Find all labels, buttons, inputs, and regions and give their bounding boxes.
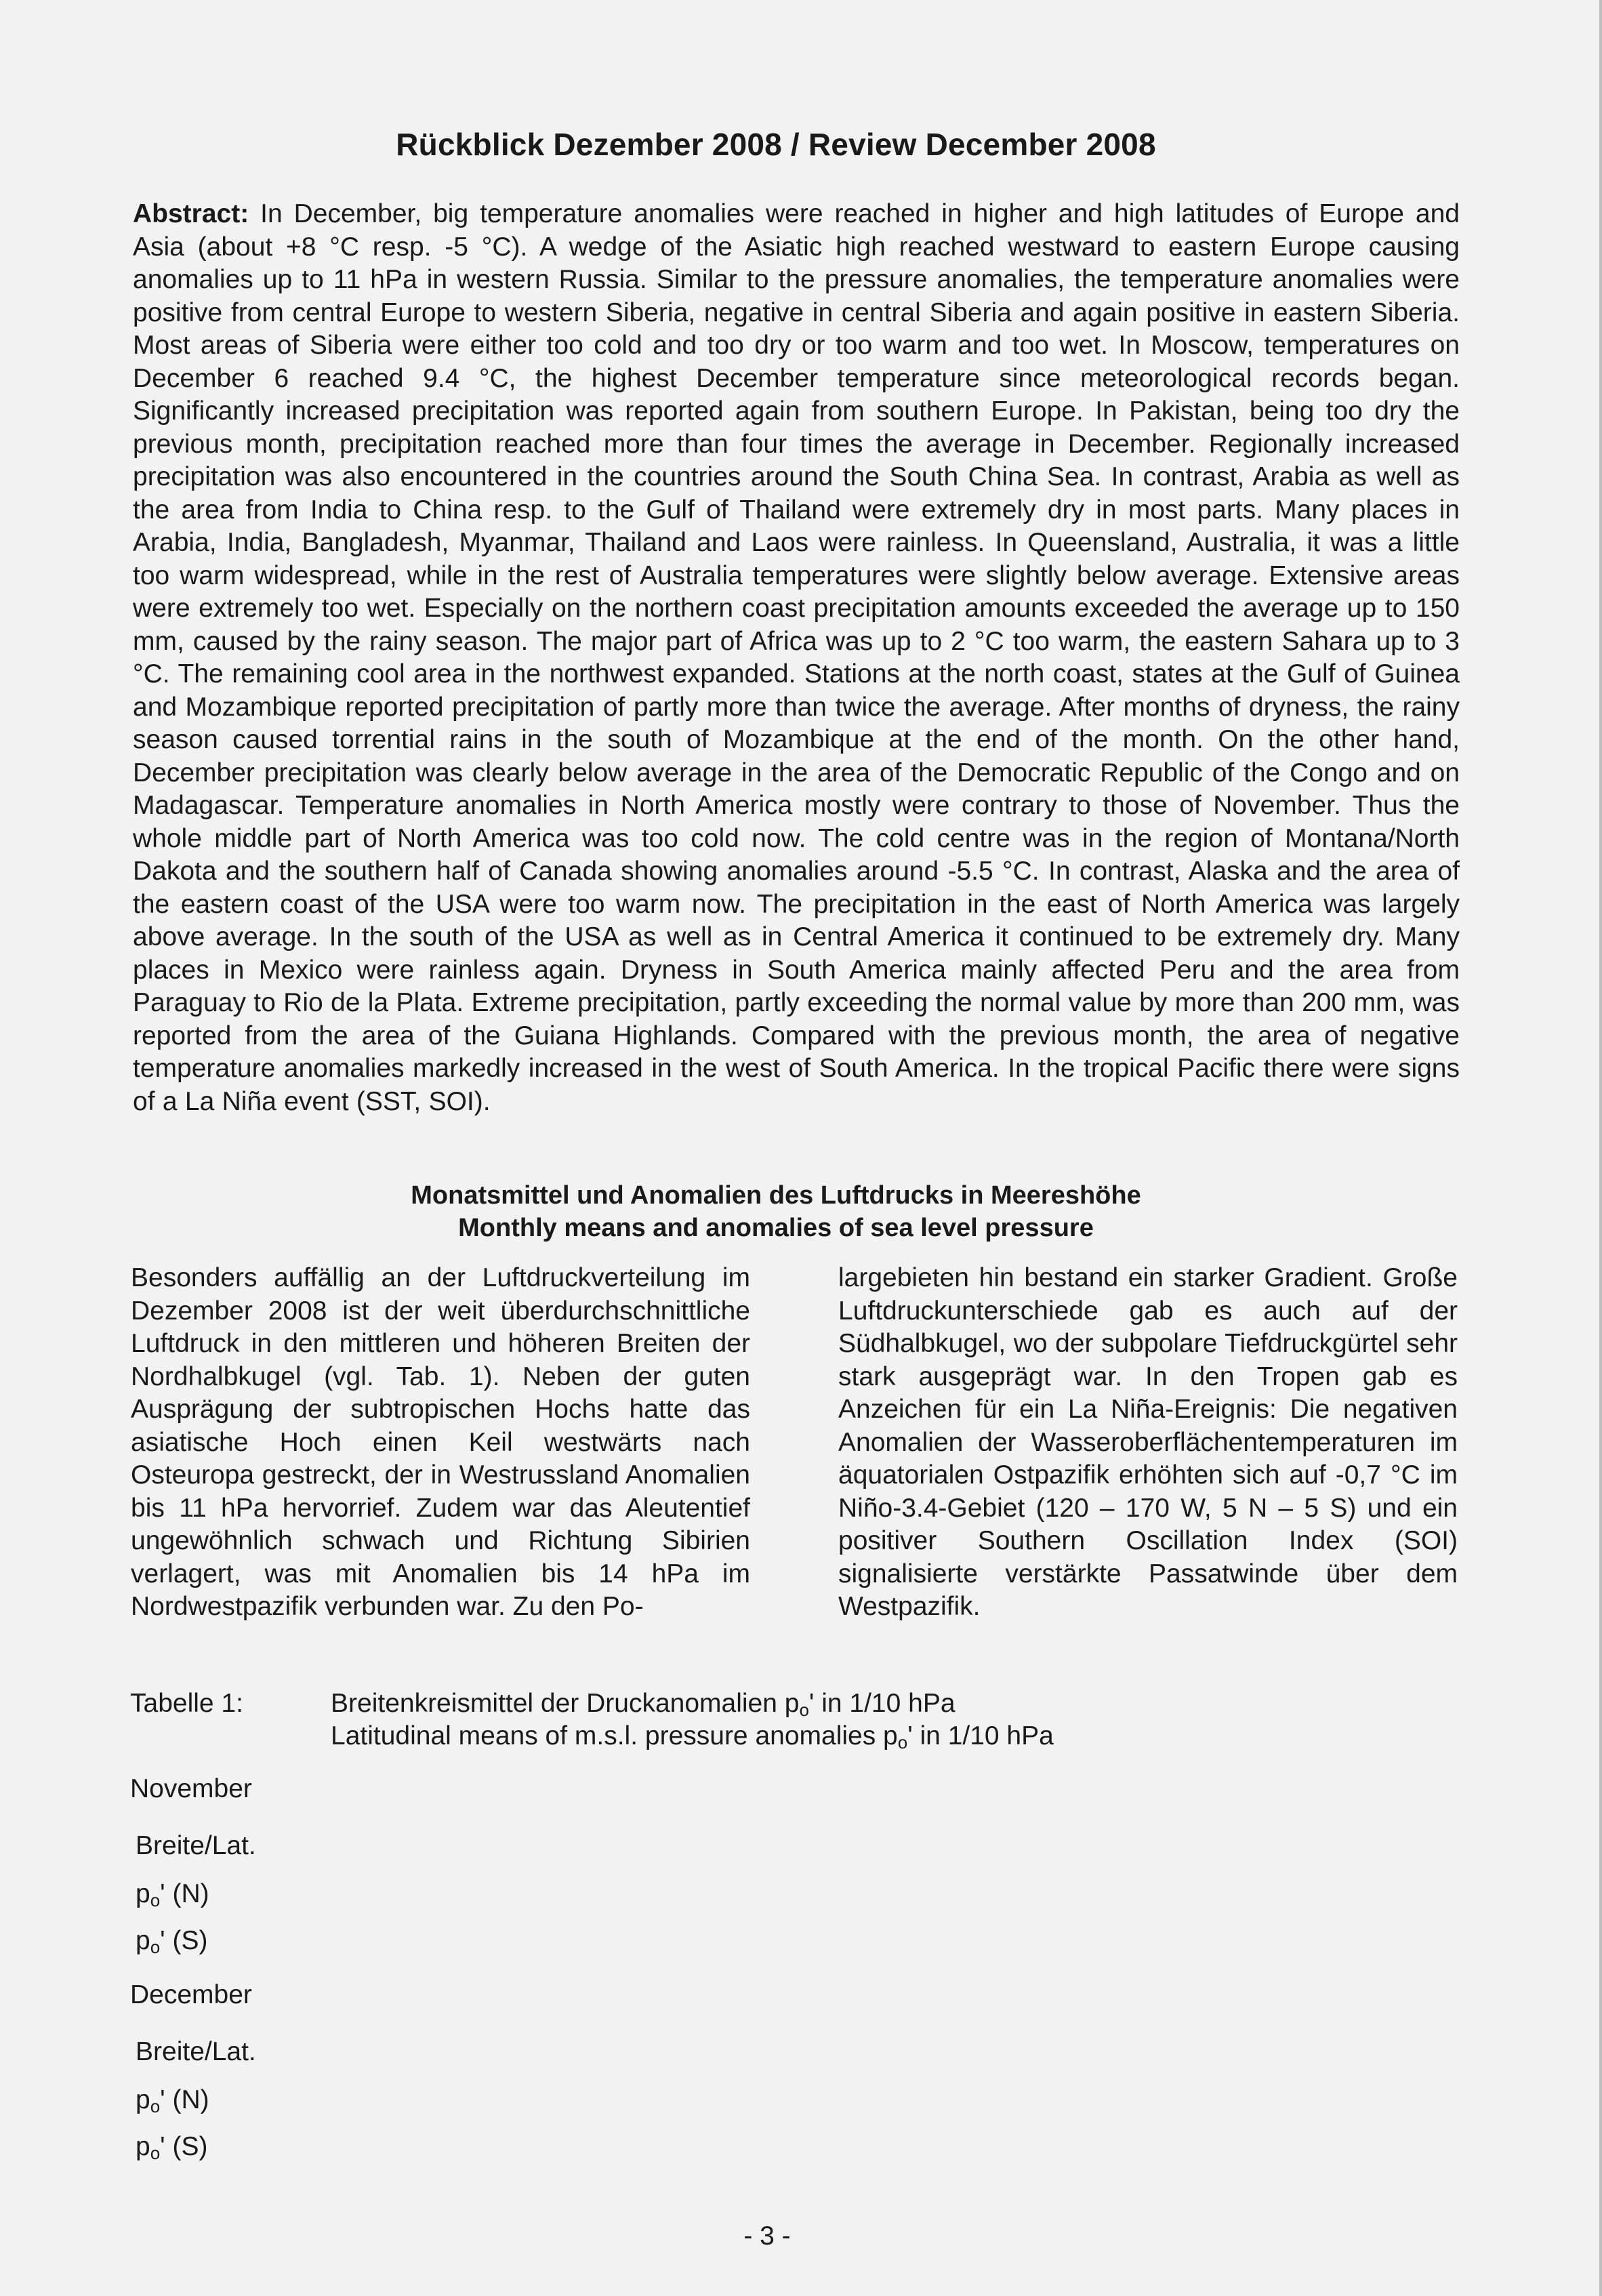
body-column-left: Besonders auffällig an der Luftdruckverteilung im Dezember 2008 ist der weit überdurchschnittliche Luftdruck in den mittleren und höheren Breiten der Nordhalbkugel (vgl. Tab. 1). Neben der guten Ausprägung der subtropischen Hochs hatte das asiatische Hoch einen Keil westwärts nach Osteuropa gestreckt, der in Westrussland Anomalien bis 11 hPa hervorrief. Zudem war das Aleutentief ungewöhnlich schwach und Richtung Sibirien verlagert, was mit Anomalien bis 14 hPa im Nordwestpazifik verbunden war. Zu den Po- [131,1263,750,1621]
south-anomaly-row-label: $p_o'$ (S) [136,1926,208,1957]
section-heading [0,1179,1552,1244]
body-column-right: largebieten hin bestand ein starker Gradient. Große Luftdruckunterschiede gab es auch auf der Südhalbkugel, wo der subpolare Tiefdruckgürtel sehr stark ausgeprägt war. In den Tropen gab es Anzeichen für ein La Niña-Ereignis: Die negativen Anomalien der Wasseroberflächentemperaturen im äquatorialen Ostpazifik erhöhten sich auf -0,7 °C im Niño-3.4-Gebiet (120 – 170 W, 5 N – 5 S) und ein positiver Southern Oscillation Index (SOI) signalisierte verstärkte Passatwinde über dem Westpazifik. [838,1263,1458,1621]
table-caption [331,1687,1054,1752]
north-anomaly-row-label: $p_o'$ (N) [136,1879,209,1910]
table-caption-de: Breitenkreismittel der Druckanomalien $p_o'$ in 1/10 hPa [331,1689,956,1720]
latitude-row-label: Breite/Lat. [136,2037,256,2066]
latitude-row-label: Breite/Lat. [136,1831,256,1860]
abstract-paragraph [133,198,1460,1118]
section-title-de: Monatsmittel und Anomalien des Luftdrucks in Meereshöhe [411,1181,1141,1210]
page-number: - 3 - [743,2221,791,2251]
south-anomaly-row-label: $p_o'$ (S) [136,2132,208,2163]
north-anomaly-row-label: $p_o'$ (N) [136,2085,209,2116]
table-label: Tabelle 1: [130,1689,243,1718]
abstract-label: Abstract: [133,199,249,228]
scan-edge [1599,0,1602,2296]
table-month-label: November [130,1774,252,1803]
section-title-en: Monthly means and anomalies of sea level pressure [458,1214,1094,1242]
page-title: Rückblick Dezember 2008 / Review December 2008 [396,127,1156,162]
table-month-label: December [130,1980,252,2009]
table-caption-en: Latitudinal means of m.s.l. pressure anomalies $p_o'$ in 1/10 hPa [331,1721,1054,1752]
abstract-text: In December, big temperature anomalies were reached in higher and high latitudes of Europe and Asia (about +8 °C resp. -5 °C). A wedge of the Asiatic high reached westward to eastern Europe causing anomalies up to 11 hPa in western Russia. Similar to the pressure anomalies, the temperature anomalies were positive from central Europe to western Siberia, negative in central Siberia and again positive in eastern Siberia. Most areas of Siberia were either too cold and too dry or too warm and too wet. In Moscow, temperatures on December 6 reached 9.4 °C, the highest December temperature since meteorological records began. Significantly increased precipitation was reported again from southern Europe. In Pakistan, being too dry the previous month, precipitation reached more than four times the average in December. Regionally increased precipitation was also encountered in the countries around the South China Sea. In contrast, Arabia as well as the area from India to China resp. to the Gulf of Thailand were extremely dry in most parts. Many places in Arabia, India, Bangladesh, Myanmar, Thailand and Laos were rainless. In Queensland, Australia, it was a little too warm widespread, while in the rest of Australia temperatures were slightly below average. Extensive areas were extremely too wet. Especially on the northern coast precipitation amounts exceeded the average up to 150 mm, caused by the rainy season. The major part of Africa was up to 2 °C too warm, the eastern Sahara up to 3 °C. The remaining cool area in the northwest expanded. Stations at the north coast, states at the Gulf of Guinea and Mozambique reported precipitation of partly more than twice the average. After months of dryness, the rainy season caused torrential rains in the south of Mozambique at the end of the month. On the other hand, December precipitation was clearly below average in the area of the Democratic Republic of the Congo and on Madagascar. Temperature anomalies in North America mostly were contrary to those of November. Thus the whole middle part of North America was too cold now. The cold centre was in the region of Montana/North Dakota and the southern half of Canada showing anomalies around -5.5 °C. In contrast, Alaska and the area of the eastern coast of the USA were too warm now. The precipitation in the east of North America was largely above average. In the south of the USA as well as in Central America it continued to be extremely dry. Many places in Mexico were rainless again. Dryness in South America mainly affected Peru and the area from Paraguay to Rio de la Plata. Extreme precipitation, partly exceeding the normal value by more than 200 mm, was reported from the area of the Guiana Highlands. Compared with the previous month, the area of negative temperature anomalies markedly increased in the west of South America. In the tropical Pacific there were signs of a La Niña event (SST, SOI). [133,199,1460,1116]
